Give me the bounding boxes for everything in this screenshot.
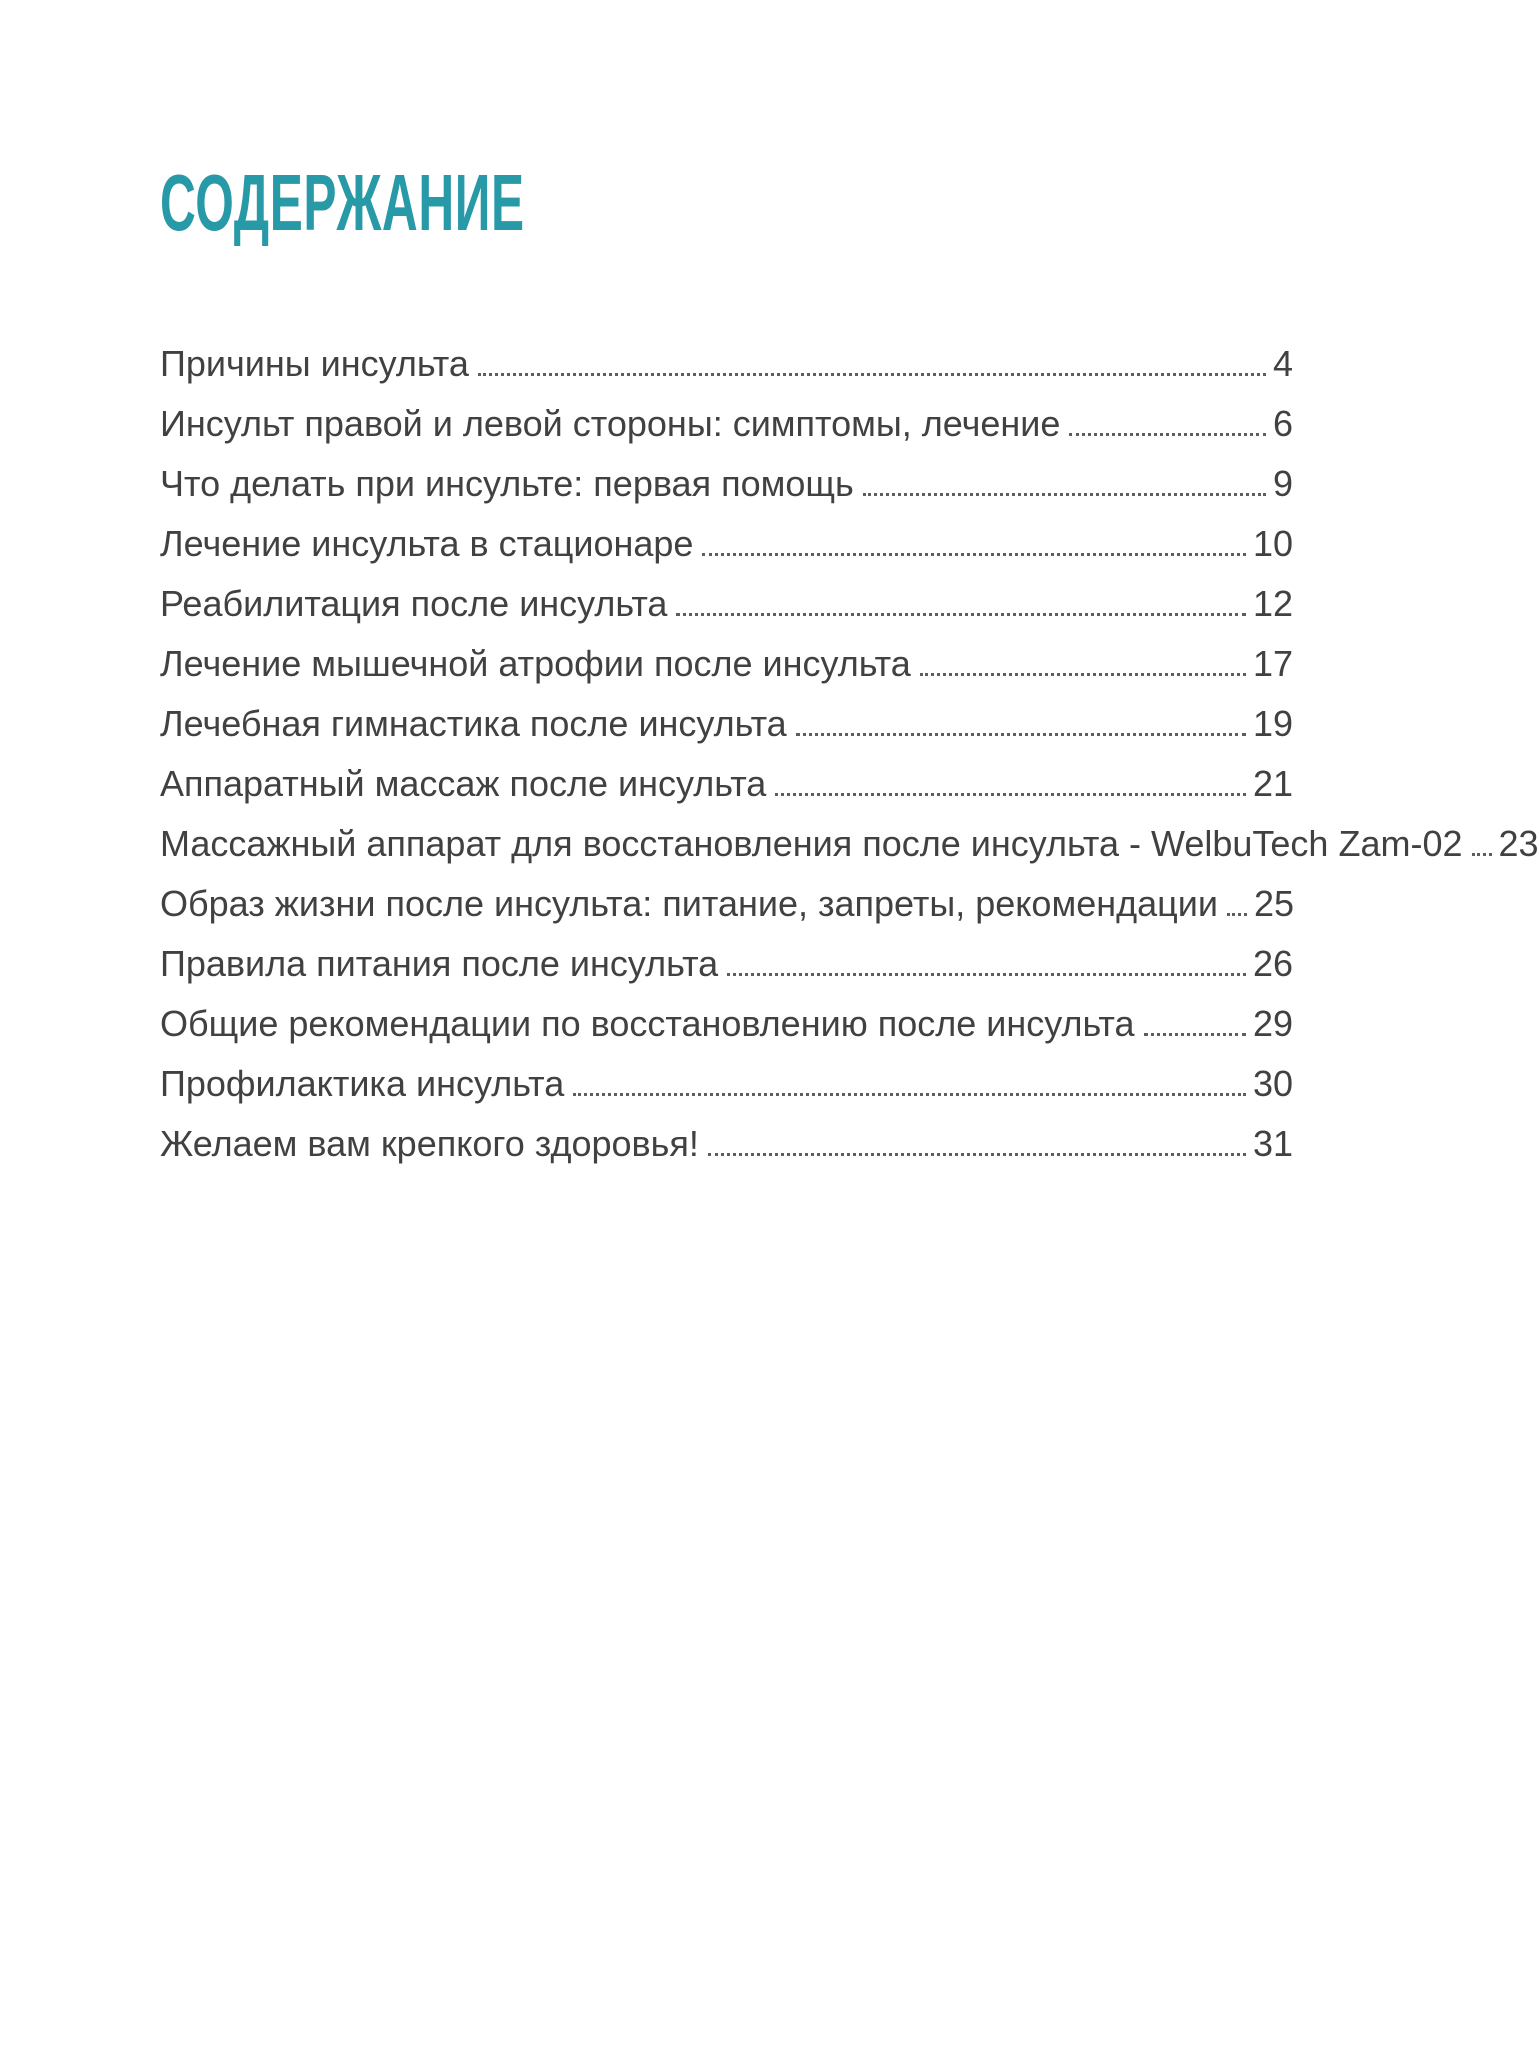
toc-entry-page: 25 bbox=[1253, 883, 1295, 924]
toc-row bbox=[160, 814, 1539, 874]
toc-entry-label: Аппаратный массаж после инсульта bbox=[160, 763, 767, 804]
toc-entry-page: 4 bbox=[1272, 343, 1293, 384]
dotted-leader bbox=[573, 1093, 1246, 1096]
dotted-leader bbox=[702, 553, 1246, 556]
toc-entry-label: Массажный аппарат для восстановления после инсульта - WelbuTech Zam-02 bbox=[160, 823, 1463, 864]
toc-entry-label: Общие рекомендации по восстановлению после инсульта bbox=[160, 1003, 1135, 1044]
toc-row bbox=[160, 454, 1293, 514]
toc-entry-page: 21 bbox=[1252, 763, 1293, 804]
dotted-leader bbox=[1144, 1033, 1246, 1036]
toc-entry-label: Реабилитация после инсульта bbox=[160, 583, 668, 624]
toc-row bbox=[160, 514, 1293, 574]
toc-entry-page: 17 bbox=[1252, 643, 1293, 684]
toc-entry-page: 31 bbox=[1252, 1123, 1293, 1164]
toc-entry-label: Лечение инсульта в стационаре bbox=[160, 523, 694, 564]
toc-entry-page: 29 bbox=[1252, 1003, 1293, 1044]
toc-entry-label: Желаем вам крепкого здоровья! bbox=[160, 1123, 699, 1164]
dotted-leader bbox=[676, 613, 1246, 616]
toc-entry-label: Причины инсульта bbox=[160, 343, 469, 384]
toc-row bbox=[160, 754, 1293, 814]
toc-row bbox=[160, 994, 1293, 1054]
toc-entry-page: 6 bbox=[1272, 403, 1293, 444]
toc-entry-page: 23 bbox=[1498, 823, 1539, 864]
toc-entry-label: Правила питания после инсульта bbox=[160, 943, 719, 984]
toc-row bbox=[160, 874, 1293, 934]
dotted-leader bbox=[920, 673, 1246, 676]
toc-row bbox=[160, 394, 1293, 454]
toc-entry-label: Профилактика инсульта bbox=[160, 1063, 565, 1104]
dotted-leader bbox=[796, 733, 1246, 736]
toc-entry-page: 26 bbox=[1252, 943, 1293, 984]
toc-row bbox=[160, 334, 1293, 394]
dotted-leader bbox=[727, 973, 1246, 976]
toc-row bbox=[160, 574, 1293, 634]
toc-entry-label: Что делать при инсульте: первая помощь bbox=[160, 463, 854, 504]
toc-entry-page: 12 bbox=[1252, 583, 1293, 624]
dotted-leader bbox=[1472, 853, 1492, 856]
toc-entry-page: 19 bbox=[1252, 703, 1293, 744]
toc-entry-page: 10 bbox=[1252, 523, 1293, 564]
toc-entry-page: 9 bbox=[1272, 463, 1293, 504]
dotted-leader bbox=[1227, 913, 1247, 916]
toc-entry-label: Инсульт правой и левой стороны: симптомы, лечение bbox=[160, 403, 1061, 444]
toc-entry-label: Лечение мышечной атрофии после инсульта bbox=[160, 643, 911, 684]
toc-entry-label: Образ жизни после инсульта: питание, запреты, рекомендации bbox=[160, 883, 1218, 924]
toc-row bbox=[160, 694, 1293, 754]
dotted-leader bbox=[708, 1153, 1246, 1156]
toc-row bbox=[160, 634, 1293, 694]
toc-entry-page: 30 bbox=[1252, 1063, 1293, 1104]
toc-list bbox=[160, 334, 1539, 1174]
dotted-leader bbox=[478, 373, 1266, 376]
dotted-leader bbox=[863, 493, 1266, 496]
dotted-leader bbox=[1069, 433, 1266, 436]
toc-row bbox=[160, 1054, 1293, 1114]
dotted-leader bbox=[775, 793, 1246, 796]
toc-row bbox=[160, 934, 1293, 994]
toc-entry-label: Лечебная гимнастика после инсульта bbox=[160, 703, 787, 744]
page-title: СОДЕРЖАНИЕ bbox=[160, 158, 525, 247]
toc-row bbox=[160, 1114, 1293, 1174]
